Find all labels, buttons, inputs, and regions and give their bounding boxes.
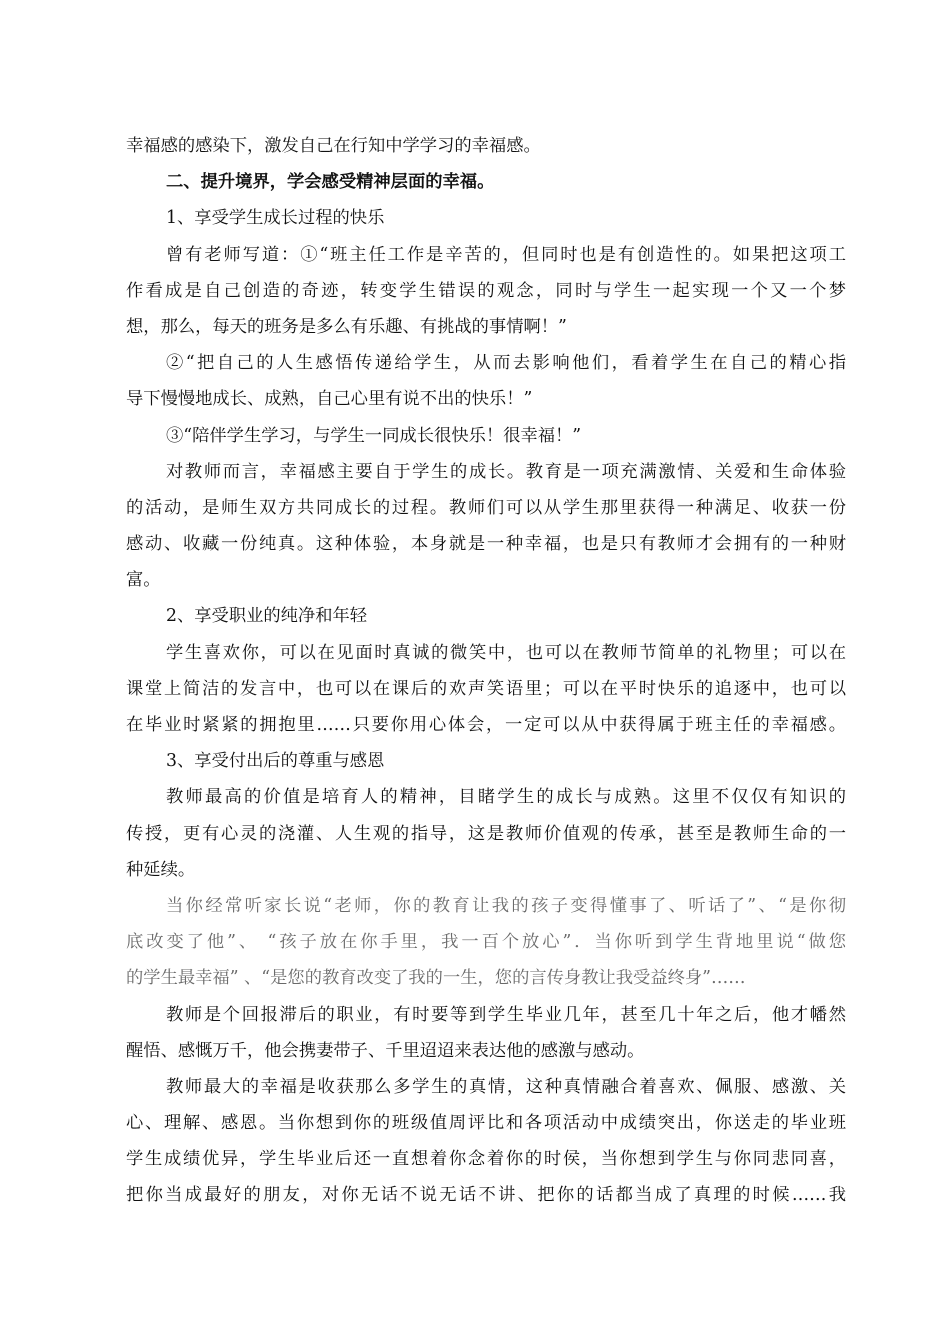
quote-line: 的学生最幸福” 、“是您的教育改变了我的一生，您的言传身教让我受益终身”……: [126, 968, 746, 989]
paragraph-line: 教师最大的幸福是收获那么多学生的真情，这种真情融合着喜欢、佩服、感激、关: [166, 1076, 846, 1097]
document-body: [126, 128, 846, 1214]
paragraph-line: 导下慢慢地成长、成熟，自己心里有说不出的快乐！”: [126, 389, 533, 410]
paragraph-line: 曾有老师写道：①“班主任工作是辛苦的，但同时也是有创造性的。如果把这项工: [166, 244, 846, 265]
paragraph-line: 传授，更有心灵的浇灌、人生观的指导，这是教师价值观的传承，甚至是教师生命的一: [126, 823, 846, 844]
paragraph-line: 作看成是自己创造的奇迹，转变学生错误的观念，同时与学生一起实现一个又一个梦: [126, 280, 846, 301]
quote-line: 底改变了他”、 “孩子放在你手里，我一百个放心”．当你听到学生背地里说“做您: [126, 932, 846, 953]
paragraph-line: ②“把自己的人生感悟传递给学生，从而去影响他们，看着学生在自己的精心指: [166, 353, 846, 374]
subsection-heading: 3、享受付出后的尊重与感恩: [166, 751, 385, 772]
section-heading: 二、提升境界，学会感受精神层面的幸福。: [166, 172, 495, 193]
paragraph-line: 醒悟、感慨万千，他会携妻带子、千里迢迢来表达他的感激与感动。: [126, 1040, 645, 1061]
paragraph-line: 想，那么，每天的班务是多么有乐趣、有挑战的事情啊！”: [126, 316, 567, 337]
paragraph-line: 学生喜欢你，可以在见面时真诚的微笑中，也可以在教师节简单的礼物里；可以在: [166, 642, 846, 663]
subsection-heading: 1、享受学生成长过程的快乐: [166, 208, 385, 229]
paragraph-line: 学生成绩优异，学生毕业后还一直想着你念着你的时侯，当你想到学生与你同悲同喜，: [126, 1149, 846, 1170]
paragraph-line: 心、理解、感恩。当你想到你的班级值周评比和各项活动中成绩突出，你送走的毕业班: [126, 1113, 846, 1134]
paragraph-line: 幸福感的感染下，激发自己在行知中学学习的幸福感。: [126, 136, 541, 156]
paragraph-line: 富。: [126, 570, 161, 591]
paragraph-line: 教师是个回报滞后的职业，有时要等到学生毕业几年，甚至几十年之后，他才幡然: [166, 1004, 846, 1025]
paragraph-line: 教师最高的价值是培育人的精神，目睹学生的成长与成熟。这里不仅仅有知识的: [166, 787, 846, 808]
paragraph-line: ③“陪伴学生学习，与学生一同成长很快乐！很幸福！”: [166, 425, 582, 446]
paragraph-line: 课堂上简洁的发言中，也可以在课后的欢声笑语里；可以在平时快乐的追逐中，也可以: [126, 678, 846, 699]
paragraph-line: 的活动，是师生双方共同成长的过程。教师们可以从学生那里获得一种满足、收获一份: [126, 497, 846, 518]
paragraph-line: 感动、收藏一份纯真。这种体验，本身就是一种幸福，也是只有教师才会拥有的一种财: [126, 534, 846, 555]
paragraph-line: 把你当成最好的朋友，对你无话不说无话不讲、把你的话都当成了真理的时候……我: [126, 1185, 846, 1206]
paragraph-line: 在毕业时紧紧的拥抱里……只要你用心体会，一定可以从中获得属于班主任的幸福感。: [126, 715, 846, 735]
quote-line: 当你经常听家长说“老师，你的教育让我的孩子变得懂事了、听话了”、“是你彻: [166, 895, 846, 916]
paragraph-line: 对教师而言，幸福感主要自于学生的成长。教育是一项充满激情、关爱和生命体验: [166, 461, 846, 482]
paragraph-line: 种延续。: [126, 859, 196, 880]
subsection-heading: 2、享受职业的纯净和年轻: [166, 606, 368, 627]
